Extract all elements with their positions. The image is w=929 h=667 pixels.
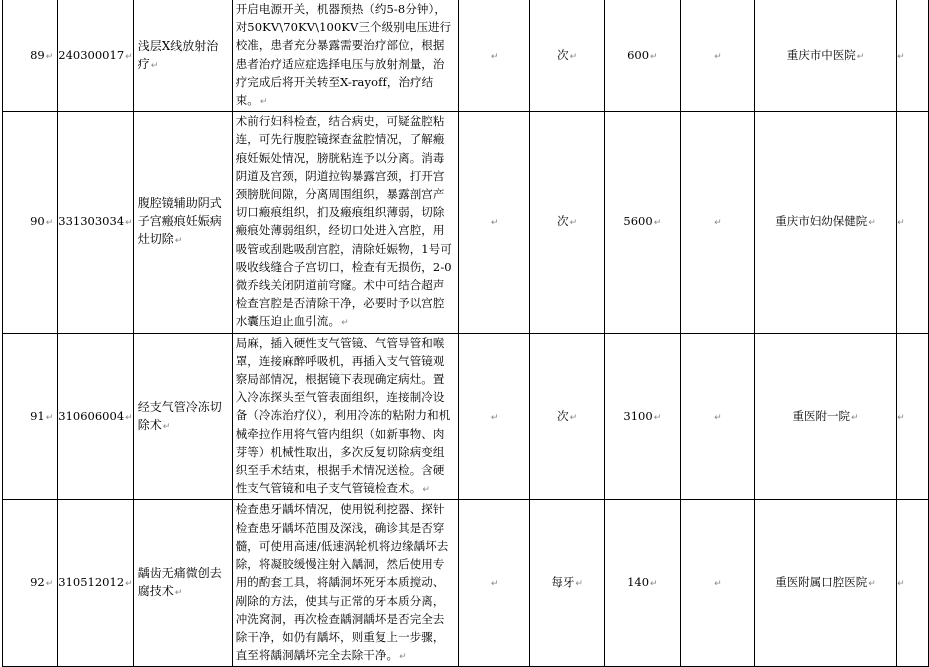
table-row	[3, 0, 929, 112]
cell-no: 89↵	[3, 0, 58, 112]
cell-price: 600↵	[604, 0, 680, 112]
cell-note: ↵	[680, 333, 754, 500]
cell-content: 术前行妇科检查，结合病史，可疑盆腔粘连，可先行腹腔镜探查盆腔情况，了解瘢痕妊娠处情况，膀胱粘连予以分离。消毒阴道及宫颈，阴道拉钩暴露宫颈，打开宫颈膀胱间隙，分离周围组织，暴露剖宫产切口瘢痕组织，扪及瘢痕组织薄弱，切除瘢痕处薄弱组织，经切口处进入宫腔，用吸管或刮匙吸刮宫腔，清除妊娠物，1号可吸收线缝合子宫切口，检查有无损伤，2-0微乔线关闭阴道前穹窿。术中可结合超声检查宫腔是否清除干净，必要时予以宫腔水囊压迫止血引流。↵	[232, 112, 458, 333]
cell-code: 310512012↵	[58, 500, 133, 667]
cell-no: 91↵	[3, 333, 58, 500]
cell-excluded: ↵	[458, 112, 530, 333]
cell-unit: 次↵	[530, 0, 604, 112]
cell-end: ↵	[897, 333, 929, 500]
table-row	[3, 500, 929, 667]
cell-end: ↵	[897, 112, 929, 333]
cell-hospital: 重医附属口腔医院↵	[754, 500, 896, 667]
cell-note: ↵	[680, 112, 754, 333]
cell-excluded: ↵	[458, 0, 530, 112]
cell-hospital: 重医附一院↵	[754, 333, 896, 500]
cell-content: 开启电源开关，机器预热（约5-8分钟），对50KV\70KV\100KV三个级别电压进行校准，患者充分暴露需要治疗部位，根据患者治疗适应症选择电压与放射剂量，治疗完成后将开关转至X-rayoff，治疗结束。↵	[232, 0, 458, 112]
cell-price: 3100↵	[604, 333, 680, 500]
cell-code: 310606004↵	[58, 333, 133, 500]
cell-excluded: ↵	[458, 333, 530, 500]
cell-unit: 次↵	[530, 112, 604, 333]
cell-content: 局麻，插入硬性支气管镜、气管导管和喉罩，连接麻醉呼吸机，再插入支气管镜观察局部情况，根据镜下表现确定病灶。置入冷冻探头至气管表面组织，连接制冷设备（冷冻治疗仪），利用冷冻的粘附力和机械牵拉作用将气管内组织（如新事物、肉芽等）机械性取出，多次反复切除病变组织至手术结束，根据手术情况送检。含硬性支气管镜和电子支气管镜检查术。↵	[232, 333, 458, 500]
cell-name: 龋齿无痛微创去腐技术↵	[133, 500, 232, 667]
cell-hospital: 重庆市中医院↵	[754, 0, 896, 112]
cell-name: 经支气管冷冻切除术↵	[133, 333, 232, 500]
cell-no: 92↵	[3, 500, 58, 667]
table-row	[3, 112, 929, 333]
cell-end: ↵	[897, 500, 929, 667]
table-row	[3, 333, 929, 500]
cell-end: ↵	[897, 0, 929, 112]
cell-unit: 每牙↵	[530, 500, 604, 667]
cell-no: 90↵	[3, 112, 58, 333]
cell-note: ↵	[680, 500, 754, 667]
cell-code: 240300017↵	[58, 0, 133, 112]
cell-content: 检查患牙龋坏情况，使用锐利挖器、探针检查患牙龋坏范围及深浅，确诊其是否穿髓，可使用高速/低速涡轮机将边缘龋坏去除，将凝胶缓慢注射入龋洞，然后使用专用的酌套工具，将龋洞坏死牙本质搅动、剐除的方法，使其与正常的牙本质分离，冲洗窝洞，再次检查龋洞龋坏是否完全去除干净，如仍有龋坏，则重复上一步骤，直至将龋洞龋坏完全去除干净。↵	[232, 500, 458, 667]
cell-name: 腹腔镜辅助阴式子宫瘢痕妊娠病灶切除↵	[133, 112, 232, 333]
cell-price: 140↵	[604, 500, 680, 667]
cell-note: ↵	[680, 0, 754, 112]
cell-price: 5600↵	[604, 112, 680, 333]
cell-excluded: ↵	[458, 500, 530, 667]
cell-unit: 次↵	[530, 333, 604, 500]
cell-name: 浅层X线放射治疗↵	[133, 0, 232, 112]
cell-code: 331303034↵	[58, 112, 133, 333]
cell-hospital: 重庆市妇幼保健院↵	[754, 112, 896, 333]
fee-standard-table	[2, 0, 929, 667]
